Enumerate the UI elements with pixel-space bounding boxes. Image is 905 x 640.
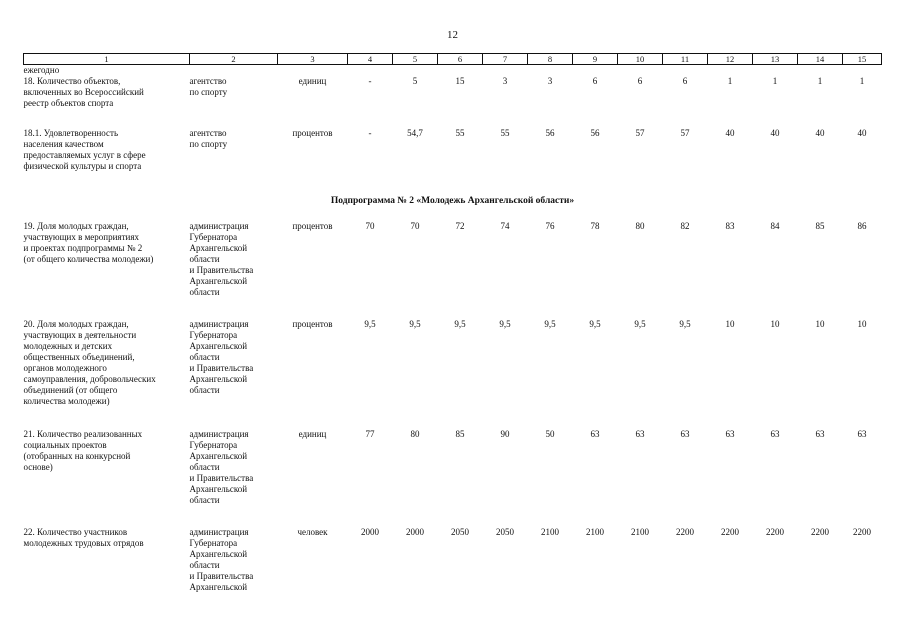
indicator-value: 70 [410,221,420,231]
indicator-value: 2000 [406,527,424,537]
indicator-value: 72 [455,221,465,231]
indicator-name [24,221,190,319]
indicator-name-line: включенных во Всероссийский [23,87,144,97]
indicator-value: 78 [590,221,600,231]
column-number-1: 1 [24,54,190,65]
indicator-name-line: 18. Количество объектов, [23,76,121,86]
column-number-2: 2 [190,54,278,65]
column-number-8: 8 [528,54,573,65]
column-number-11: 11 [663,54,708,65]
indicator-name-line: молодежных трудовых отрядов [23,538,144,548]
indicator-value: 63 [635,429,645,439]
responsible-agency-line: области [189,462,220,472]
responsible-agency-line: области [189,385,220,395]
indicator-value: 6 [637,76,643,86]
indicator-value: 2200 [766,527,784,537]
unit-of-measure: единиц [298,76,327,86]
indicator-value: 9,5 [499,319,511,329]
responsible-agency-line: Архангельской [189,582,248,592]
responsible-agency-line: Архангельской [189,549,248,559]
indicator-value: 2050 [496,527,514,537]
indicator-value: 55 [455,128,465,138]
indicator-value: 80 [410,429,420,439]
responsible-agency-line: Архангельской [189,341,248,351]
indicator-value: 10 [725,319,735,329]
indicator-value: 63 [725,429,735,439]
indicator-value: 63 [590,429,600,439]
indicator-value: 2200 [676,527,694,537]
indicator-value: 9,5 [679,319,691,329]
indicator-name-line: самоуправления, добровольческих [23,374,156,384]
indicator-name-line: 22. Количество участников [23,527,128,537]
indicator-value: 9,5 [634,319,646,329]
indicator-name-line: участвующих в мероприятиях [23,232,139,242]
indicator-value: 54,7 [407,128,423,138]
indicator-row [24,527,882,607]
indicator-value: 63 [815,429,825,439]
indicator-value: - [368,128,372,138]
responsible-agency-line: агентство [189,128,227,138]
responsible-agency [190,527,278,607]
responsible-agency [190,429,278,527]
indicator-value: 5 [412,76,418,86]
responsible-agency-line: Архангельской [189,243,248,253]
indicator-value: 1 [817,76,823,86]
indicator-value: 70 [365,221,375,231]
indicator-value: 85 [455,429,465,439]
column-number-12: 12 [708,54,753,65]
indicator-name-line: физической культуры и спорта [23,161,142,171]
responsible-agency-line: области [189,254,220,264]
indicator-value: 56 [590,128,600,138]
column-number-15: 15 [843,54,882,65]
page-number: 12 [447,29,458,41]
responsible-agency-line: Губернатора [189,232,238,242]
indicator-value: 9,5 [454,319,466,329]
subprogram-title: Подпрограмма № 2 «Молодежь Архангельской области» [330,196,575,206]
indicator-value: 57 [680,128,690,138]
indicator-value: 63 [770,429,780,439]
indicator-row [24,76,882,128]
responsible-agency-line: и Правительства [189,571,254,581]
indicator-value: 56 [545,128,555,138]
indicator-name-line: объединений (от общего [23,385,118,395]
indicator-value: 6 [682,76,688,86]
indicator-value: 40 [815,128,825,138]
responsible-agency-line: области [189,287,220,297]
indicator-name-line: 19. Доля молодых граждан, [23,221,129,231]
responsible-agency-line: администрация [189,527,249,537]
indicator-value: 76 [545,221,555,231]
responsible-agency [190,221,278,319]
indicator-name-line: социальных проектов [23,440,107,450]
unit-of-measure: процентов [292,128,333,138]
indicator-name-line: предоставляемых услуг в сфере [23,150,146,160]
indicator-value: 57 [635,128,645,138]
indicator-value: 2200 [811,527,829,537]
responsible-agency [190,128,278,190]
indicator-value: 82 [680,221,690,231]
indicator-value: 90 [500,429,510,439]
unit-of-measure: единиц [298,429,327,439]
indicator-value: 84 [770,221,780,231]
indicator-name [24,76,190,128]
subprogram-heading-row [24,190,882,221]
indicator-value: 83 [725,221,735,231]
indicator-value: 3 [502,76,508,86]
indicator-name-line: количества молодежи) [23,396,110,406]
responsible-agency-line: и Правительства [189,265,254,275]
responsible-agency-line: Архангельской [189,451,248,461]
indicator-name-line: (отобранных на конкурсной [23,451,131,461]
responsible-agency-line: Архангельской [189,276,248,286]
indicator-name-line: общественных объединений, [23,352,135,362]
indicator-value: 9,5 [409,319,421,329]
indicator-value: 40 [770,128,780,138]
indicator-value: 10 [815,319,825,329]
indicator-value: 63 [857,429,867,439]
unit-of-measure: человек [297,527,328,537]
column-number-10: 10 [618,54,663,65]
indicators-table [23,53,882,607]
continuation-row [24,65,882,77]
responsible-agency-line: Губернатора [189,538,238,548]
column-number-3: 3 [278,54,348,65]
responsible-agency-line: Губернатора [189,330,238,340]
continuation-text: ежегодно [23,65,60,75]
responsible-agency-line: администрация [189,319,249,329]
indicator-value: 86 [857,221,867,231]
indicator-name-line: и проектах подпрограммы № 2 [23,243,143,253]
indicator-value: 74 [500,221,510,231]
indicator-name-line: основе) [23,462,53,472]
indicator-row [24,429,882,527]
indicator-value: 2000 [361,527,379,537]
responsible-agency-line: по спорту [189,139,228,149]
indicator-name-line: молодежных и детских [23,341,113,351]
indicator-name-line: участвующих в деятельности [23,330,137,340]
indicator-value: 50 [545,429,555,439]
responsible-agency-line: и Правительства [189,473,254,483]
indicator-value: 63 [680,429,690,439]
responsible-agency-line: и Правительства [189,363,254,373]
unit-of-measure: процентов [292,319,333,329]
indicator-value: 40 [857,128,867,138]
responsible-agency-line: Архангельской [189,484,248,494]
indicator-name-line: органов молодежного [23,363,107,373]
indicator-name-line: 21. Количество реализованных [23,429,143,439]
responsible-agency-line: области [189,495,220,505]
indicator-value: 3 [547,76,553,86]
column-number-7: 7 [483,54,528,65]
responsible-agency-line: по спорту [189,87,228,97]
indicator-name-line: 20. Доля молодых граждан, [23,319,129,329]
column-number-6: 6 [438,54,483,65]
indicator-value: 10 [857,319,867,329]
indicator-value: 1 [859,76,865,86]
indicator-value: 77 [365,429,375,439]
responsible-agency [190,319,278,429]
indicator-value: 40 [725,128,735,138]
indicator-value: 2200 [721,527,739,537]
column-number-14: 14 [798,54,843,65]
unit-of-measure: процентов [292,221,333,231]
indicator-name-line: (от общего количества молодежи) [23,254,154,264]
indicator-value: 1 [772,76,778,86]
indicator-value: 2100 [541,527,559,537]
responsible-agency-line: администрация [189,429,249,439]
indicator-value: - [368,76,372,86]
indicator-value: 9,5 [589,319,601,329]
responsible-agency-line: области [189,560,220,570]
indicator-row [24,221,882,319]
indicator-name [24,319,190,429]
responsible-agency-line: области [189,352,220,362]
indicator-value: 9,5 [364,319,376,329]
indicator-value: 85 [815,221,825,231]
column-number-9: 9 [573,54,618,65]
indicator-name-line: реестр объектов спорта [23,98,114,108]
indicator-name-line: населения качеством [23,139,104,149]
indicator-value: 9,5 [544,319,556,329]
column-number-row [24,54,882,65]
column-number-5: 5 [393,54,438,65]
indicator-value: 2200 [853,527,871,537]
indicator-name [24,128,190,190]
responsible-agency-line: Архангельской [189,374,248,384]
indicator-value: 2050 [451,527,469,537]
indicator-value: 15 [455,76,465,86]
indicator-value: 1 [727,76,733,86]
indicator-name-line: 18.1. Удовлетворенность [23,128,119,138]
column-number-4: 4 [348,54,393,65]
indicator-value: 10 [770,319,780,329]
column-number-13: 13 [753,54,798,65]
responsible-agency-line: агентство [189,76,227,86]
indicator-value: 55 [500,128,510,138]
indicator-row [24,128,882,190]
responsible-agency-line: администрация [189,221,249,231]
indicator-value: 2100 [586,527,604,537]
indicator-value: 80 [635,221,645,231]
responsible-agency [190,76,278,128]
indicator-row [24,319,882,429]
indicator-name [24,527,190,607]
indicator-name [24,429,190,527]
indicator-value: 2100 [631,527,649,537]
indicator-value: 6 [592,76,598,86]
responsible-agency-line: Губернатора [189,440,238,450]
